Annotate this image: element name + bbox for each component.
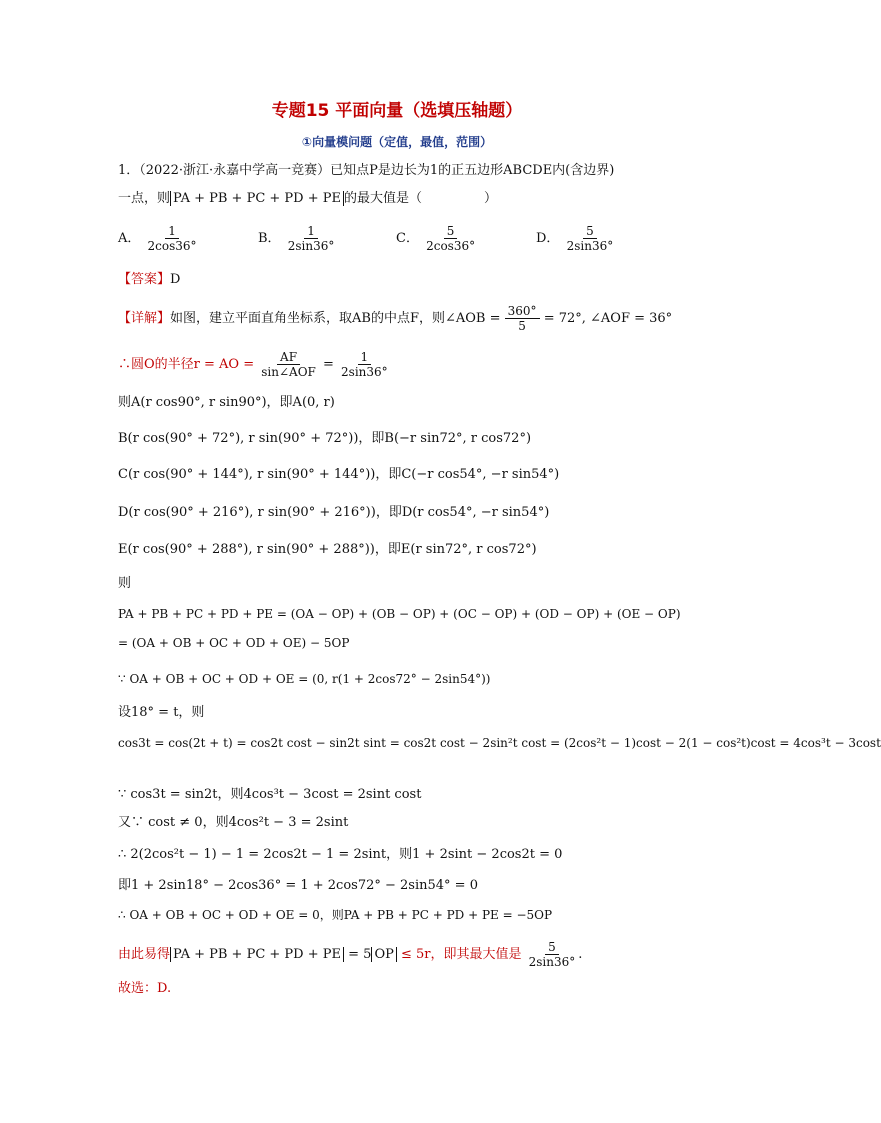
cos3t-equation: ∵ cos3t = sin2t，则4cos³t − 3cost = 2sint cost — [118, 787, 422, 802]
question-line-2-pre: 一点，则 — [118, 191, 171, 206]
point-b-line: B(r cos(90° + 72°), r sin(90° + 72°))，即B(−r sin72°, r cos72°) — [118, 431, 532, 446]
option-d-fraction — [564, 224, 617, 253]
option-c-num: 5 — [444, 224, 458, 239]
option-c-fraction — [423, 224, 478, 253]
answer-line — [118, 271, 180, 289]
option-d — [536, 224, 616, 253]
option-d-letter: D． — [536, 231, 560, 246]
question-line-2 — [118, 190, 497, 208]
question-line-2-end: ） — [484, 191, 498, 206]
option-b — [258, 224, 337, 253]
vector-sum-coordinates: ∵ OA + OB + OC + OD + OE = (0, r(1 + 2cos72° − 2sin54°)) — [118, 672, 491, 686]
radius-fraction-1 — [258, 350, 319, 379]
option-a-letter: A． — [118, 231, 141, 246]
detail-tail: = 72°, ∠AOF = 36° — [543, 311, 673, 326]
final-post: ≤ 5r，即其最大值是 — [400, 947, 522, 962]
option-b-fraction — [285, 224, 338, 253]
point-d-line: D(r cos(90° + 216°), r sin(90° + 216°))，即D(r cos54°, −r sin54°) — [118, 505, 550, 520]
final-fraction — [526, 940, 579, 969]
double-angle-line: ∴ 2(2cos²t − 1) − 1 = 2cos2t − 1 = 2sint，则1 + 2sint − 2cos2t = 0 — [118, 847, 563, 862]
angle-fraction-num: 360° — [505, 304, 540, 319]
option-a-fraction — [145, 224, 200, 253]
radius-pre: ∴圆O的半径r = AO = — [118, 357, 255, 372]
radius-fraction-2-num: 1 — [358, 350, 372, 365]
question-line-2-post: 的最大值是（ — [344, 191, 423, 206]
option-b-letter: B． — [258, 231, 281, 246]
section-subtitle: ①向量模问题（定值，最值，范围） — [301, 135, 493, 149]
option-c-letter: C． — [396, 231, 419, 246]
detail-line — [118, 304, 672, 333]
angle-fraction-den: 5 — [518, 319, 526, 333]
final-mid: = 5 — [348, 947, 372, 962]
radius-fraction-2-den: 2sin36° — [341, 365, 388, 379]
vector-sum-line-2: = (OA + OB + OC + OD + OE) − 5OP — [118, 636, 350, 650]
detail-text: 如图，建立平面直角坐标系，取AB的中点F，则∠AOB = — [170, 311, 501, 326]
radius-fraction-1-num: AF — [277, 350, 300, 365]
point-a-line: 则A(r cos90°, r sin90°)，即A(0, r) — [118, 395, 335, 410]
radius-fraction-1-den: sin∠AOF — [261, 365, 316, 379]
option-a-den: 2cos36° — [147, 239, 197, 253]
radius-eq: = — [323, 357, 334, 372]
option-d-num: 5 — [583, 224, 597, 239]
page-title: 专题15 平面向量（选填压轴题） — [271, 101, 523, 121]
substitution-line: 设18° = t，则 — [118, 705, 205, 720]
option-a — [118, 224, 200, 253]
triple-angle-expansion: cos3t = cos(2t + t) = cos2t cost − sin2t sint = cos2t cost − 2sin²t cost = (2cos²t − 1)cost − 2(1 − cos²t)cost = 4cos³t − 3cost — [118, 736, 881, 750]
final-fraction-num: 5 — [545, 940, 559, 955]
conclusion-line: 故选：D. — [118, 981, 172, 996]
point-e-line: E(r cos(90° + 288°), r sin(90° + 288°))，即E(r sin72°, r cos72°) — [118, 542, 537, 557]
final-vector-expression: PA + PB + PC + PD + PE — [170, 947, 344, 962]
answer-value: D — [170, 272, 181, 287]
then-line: 则 — [118, 576, 132, 591]
final-pre: 由此易得 — [118, 947, 171, 962]
radius-line — [118, 350, 391, 379]
final-line — [118, 940, 582, 969]
question-line-1: 1．（2022·浙江·永嘉中学高一竞赛）已知点P是边长为1的正五边形ABCDE内(含边界) — [118, 163, 615, 178]
final-op: OP — [371, 947, 396, 962]
final-fraction-den: 2sin36° — [528, 955, 576, 969]
point-c-line: C(r cos(90° + 144°), r sin(90° + 144°))，即C(−r cos54°, −r sin54°) — [118, 467, 560, 482]
option-b-num: 1 — [304, 224, 318, 239]
vector-sum-expression: PA + PB + PC + PD + PE — [170, 191, 344, 206]
option-a-num: 1 — [165, 224, 179, 239]
option-c-den: 2cos36° — [426, 239, 476, 253]
detail-label: 【详解】 — [118, 311, 171, 326]
answer-label: 【答案】 — [118, 272, 171, 287]
option-c — [396, 224, 478, 253]
option-d-den: 2sin36° — [566, 239, 614, 253]
option-b-den: 2sin36° — [287, 239, 335, 253]
numeric-identity-line: 即1 + 2sin18° − 2cos36° = 1 + 2cos72° − 2sin54° = 0 — [118, 878, 478, 893]
vector-sum-line-1: PA + PB + PC + PD + PE = (OA − OP) + (OB − OP) + (OC − OP) + (OD − OP) + (OE − OP) — [118, 607, 681, 621]
cost-nonzero-line: 又∵ cost ≠ 0，则4cos²t − 3 = 2sint — [118, 815, 349, 830]
radius-fraction-2 — [338, 350, 391, 379]
final-end: . — [578, 947, 583, 962]
angle-fraction — [505, 304, 540, 333]
zero-sum-line: ∴ OA + OB + OC + OD + OE = 0，则PA + PB + PC + PD + PE = −5OP — [118, 908, 553, 922]
